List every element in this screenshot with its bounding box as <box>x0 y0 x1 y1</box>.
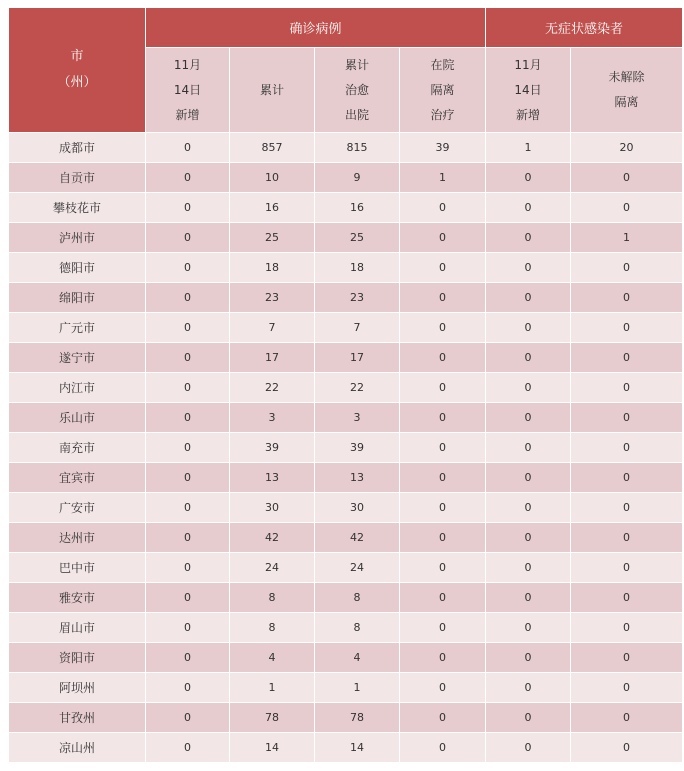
total-cases-cell: 1 <box>230 673 315 703</box>
cured-cell: 13 <box>315 463 400 493</box>
new-cases-cell: 0 <box>146 523 230 553</box>
city-cell: 绵阳市 <box>9 283 146 313</box>
asymptomatic-isolation-cell: 0 <box>571 583 683 613</box>
table-row <box>9 613 683 643</box>
asymptomatic-isolation-cell: 0 <box>571 733 683 763</box>
asymptomatic-new-cell: 0 <box>486 433 571 463</box>
cured-cell: 22 <box>315 373 400 403</box>
asymptomatic-new-cell: 0 <box>486 343 571 373</box>
city-cell: 巴中市 <box>9 553 146 583</box>
cured-cell: 815 <box>315 133 400 163</box>
header-line: 新增 <box>175 107 200 122</box>
asymptomatic-new-cell: 0 <box>486 583 571 613</box>
header-line: 治疗 <box>430 107 455 122</box>
asymptomatic-new-cell: 0 <box>486 163 571 193</box>
cured-cell: 39 <box>315 433 400 463</box>
hospitalized-cell: 0 <box>400 733 486 763</box>
city-cell: 攀枝花市 <box>9 193 146 223</box>
table-row <box>9 583 683 613</box>
header-line: 累计 <box>344 57 369 72</box>
cured-cell: 18 <box>315 253 400 283</box>
new-cases-cell: 0 <box>146 283 230 313</box>
new-cases-cell: 0 <box>146 673 230 703</box>
total-cases-cell: 4 <box>230 643 315 673</box>
cured-cell: 8 <box>315 613 400 643</box>
asymptomatic-isolation-cell: 0 <box>571 673 683 703</box>
table-row <box>9 133 683 163</box>
hospitalized-cell: 0 <box>400 283 486 313</box>
header-line: 14日 <box>514 82 542 97</box>
total-cases-cell: 14 <box>230 733 315 763</box>
asymptomatic-isolation-header <box>571 48 683 133</box>
asymptomatic-isolation-cell: 0 <box>571 343 683 373</box>
total-cases-cell: 857 <box>230 133 315 163</box>
covid-cases-table <box>8 7 683 763</box>
new-cases-cell: 0 <box>146 403 230 433</box>
confirmed-new-header <box>146 48 230 133</box>
total-cases-cell: 16 <box>230 193 315 223</box>
city-header-label: 市 <box>70 49 84 64</box>
asymptomatic-new-cell: 0 <box>486 283 571 313</box>
header-line: 隔离 <box>430 82 455 97</box>
cured-cell: 9 <box>315 163 400 193</box>
header-line: 隔离 <box>614 95 639 109</box>
confirmed-hospitalized-header <box>400 48 486 133</box>
city-cell: 广元市 <box>9 313 146 343</box>
new-cases-cell: 0 <box>146 733 230 763</box>
total-cases-cell: 8 <box>230 613 315 643</box>
hospitalized-cell: 0 <box>400 673 486 703</box>
city-cell: 遂宁市 <box>9 343 146 373</box>
city-cell: 成都市 <box>9 133 146 163</box>
table-row <box>9 493 683 523</box>
city-cell: 宜宾市 <box>9 463 146 493</box>
asymptomatic-isolation-cell: 0 <box>571 463 683 493</box>
new-cases-cell: 0 <box>146 433 230 463</box>
table-row <box>9 553 683 583</box>
total-cases-cell: 18 <box>230 253 315 283</box>
cured-cell: 8 <box>315 583 400 613</box>
header-line: 11月 <box>514 57 542 72</box>
asymptomatic-isolation-cell: 0 <box>571 553 683 583</box>
asymptomatic-isolation-cell: 1 <box>571 223 683 253</box>
total-cases-cell: 39 <box>230 433 315 463</box>
asymptomatic-new-cell: 0 <box>486 253 571 283</box>
total-cases-cell: 3 <box>230 403 315 433</box>
hospitalized-cell: 0 <box>400 313 486 343</box>
total-cases-cell: 22 <box>230 373 315 403</box>
new-cases-cell: 0 <box>146 463 230 493</box>
header-line: 未解除 <box>608 70 645 84</box>
cured-cell: 78 <box>315 703 400 733</box>
total-cases-cell: 24 <box>230 553 315 583</box>
cured-cell: 30 <box>315 493 400 523</box>
new-cases-cell: 0 <box>146 583 230 613</box>
asymptomatic-new-cell: 0 <box>486 523 571 553</box>
header-line: 累计 <box>259 82 284 97</box>
city-column-header <box>9 8 146 133</box>
confirmed-total-header <box>230 48 315 133</box>
asymptomatic-new-cell: 0 <box>486 313 571 343</box>
city-cell: 南充市 <box>9 433 146 463</box>
new-cases-cell: 0 <box>146 253 230 283</box>
city-cell: 眉山市 <box>9 613 146 643</box>
asymptomatic-new-cell: 0 <box>486 373 571 403</box>
asymptomatic-new-cell: 0 <box>486 193 571 223</box>
asymptomatic-new-header <box>486 48 571 133</box>
new-cases-cell: 0 <box>146 553 230 583</box>
hospitalized-cell: 0 <box>400 373 486 403</box>
table-row <box>9 193 683 223</box>
city-cell: 广安市 <box>9 493 146 523</box>
table-row <box>9 703 683 733</box>
asymptomatic-group-header: 无症状感染者 <box>486 8 683 48</box>
hospitalized-cell: 0 <box>400 223 486 253</box>
asymptomatic-isolation-cell: 0 <box>571 493 683 523</box>
table-body <box>9 133 683 763</box>
hospitalized-cell: 0 <box>400 523 486 553</box>
total-cases-cell: 17 <box>230 343 315 373</box>
header-line: 11月 <box>173 57 202 72</box>
hospitalized-cell: 0 <box>400 703 486 733</box>
new-cases-cell: 0 <box>146 223 230 253</box>
city-cell: 达州市 <box>9 523 146 553</box>
hospitalized-cell: 0 <box>400 253 486 283</box>
new-cases-cell: 0 <box>146 613 230 643</box>
new-cases-cell: 0 <box>146 193 230 223</box>
city-cell: 自贡市 <box>9 163 146 193</box>
city-cell: 资阳市 <box>9 643 146 673</box>
table-row <box>9 223 683 253</box>
asymptomatic-isolation-cell: 0 <box>571 283 683 313</box>
table-row <box>9 463 683 493</box>
table-row <box>9 163 683 193</box>
asymptomatic-new-cell: 0 <box>486 403 571 433</box>
table-row <box>9 373 683 403</box>
asymptomatic-isolation-cell: 0 <box>571 643 683 673</box>
hospitalized-cell: 0 <box>400 463 486 493</box>
new-cases-cell: 0 <box>146 313 230 343</box>
cured-cell: 25 <box>315 223 400 253</box>
total-cases-cell: 30 <box>230 493 315 523</box>
table-row <box>9 733 683 763</box>
table-row <box>9 403 683 433</box>
total-cases-cell: 23 <box>230 283 315 313</box>
cured-cell: 1 <box>315 673 400 703</box>
table-row <box>9 673 683 703</box>
asymptomatic-isolation-cell: 0 <box>571 703 683 733</box>
city-cell: 泸州市 <box>9 223 146 253</box>
new-cases-cell: 0 <box>146 373 230 403</box>
hospitalized-cell: 0 <box>400 643 486 673</box>
hospitalized-cell: 0 <box>400 613 486 643</box>
hospitalized-cell: 0 <box>400 583 486 613</box>
asymptomatic-new-cell: 0 <box>486 733 571 763</box>
header-line: 新增 <box>515 107 540 122</box>
confirmed-group-header: 确诊病例 <box>146 8 486 48</box>
asymptomatic-new-cell: 0 <box>486 493 571 523</box>
asymptomatic-new-cell: 0 <box>486 673 571 703</box>
cured-cell: 24 <box>315 553 400 583</box>
hospitalized-cell: 0 <box>400 193 486 223</box>
table-row <box>9 253 683 283</box>
hospitalized-cell: 1 <box>400 163 486 193</box>
cured-cell: 42 <box>315 523 400 553</box>
cured-cell: 17 <box>315 343 400 373</box>
new-cases-cell: 0 <box>146 493 230 523</box>
city-cell: 雅安市 <box>9 583 146 613</box>
asymptomatic-isolation-cell: 20 <box>571 133 683 163</box>
asymptomatic-new-cell: 0 <box>486 613 571 643</box>
cured-cell: 7 <box>315 313 400 343</box>
total-cases-cell: 13 <box>230 463 315 493</box>
table-row <box>9 523 683 553</box>
table-row <box>9 343 683 373</box>
total-cases-cell: 42 <box>230 523 315 553</box>
new-cases-cell: 0 <box>146 163 230 193</box>
city-cell: 凉山州 <box>9 733 146 763</box>
city-cell: 阿坝州 <box>9 673 146 703</box>
header-line: 出院 <box>344 107 369 122</box>
table-row <box>9 433 683 463</box>
cured-cell: 14 <box>315 733 400 763</box>
city-cell: 德阳市 <box>9 253 146 283</box>
asymptomatic-new-cell: 0 <box>486 553 571 583</box>
new-cases-cell: 0 <box>146 133 230 163</box>
total-cases-cell: 78 <box>230 703 315 733</box>
cured-cell: 3 <box>315 403 400 433</box>
total-cases-cell: 8 <box>230 583 315 613</box>
new-cases-cell: 0 <box>146 343 230 373</box>
cured-cell: 23 <box>315 283 400 313</box>
asymptomatic-isolation-cell: 0 <box>571 313 683 343</box>
table-row <box>9 313 683 343</box>
asymptomatic-new-cell: 0 <box>486 703 571 733</box>
hospitalized-cell: 0 <box>400 553 486 583</box>
table-row <box>9 283 683 313</box>
hospitalized-cell: 0 <box>400 433 486 463</box>
asymptomatic-new-cell: 0 <box>486 463 571 493</box>
total-cases-cell: 10 <box>230 163 315 193</box>
asymptomatic-isolation-cell: 0 <box>571 373 683 403</box>
header-line: 治愈 <box>344 82 369 97</box>
total-cases-cell: 7 <box>230 313 315 343</box>
asymptomatic-new-cell: 0 <box>486 223 571 253</box>
header-line: 14日 <box>173 82 202 97</box>
city-cell: 内江市 <box>9 373 146 403</box>
table-row <box>9 643 683 673</box>
asymptomatic-new-cell: 1 <box>486 133 571 163</box>
asymptomatic-new-cell: 0 <box>486 643 571 673</box>
new-cases-cell: 0 <box>146 703 230 733</box>
asymptomatic-isolation-cell: 0 <box>571 613 683 643</box>
asymptomatic-isolation-cell: 0 <box>571 253 683 283</box>
asymptomatic-isolation-cell: 0 <box>571 193 683 223</box>
city-cell: 乐山市 <box>9 403 146 433</box>
asymptomatic-isolation-cell: 0 <box>571 163 683 193</box>
asymptomatic-isolation-cell: 0 <box>571 403 683 433</box>
cured-cell: 16 <box>315 193 400 223</box>
header-line: 在院 <box>430 57 455 72</box>
asymptomatic-isolation-cell: 0 <box>571 523 683 553</box>
asymptomatic-isolation-cell: 0 <box>571 433 683 463</box>
hospitalized-cell: 39 <box>400 133 486 163</box>
cured-cell: 4 <box>315 643 400 673</box>
hospitalized-cell: 0 <box>400 343 486 373</box>
new-cases-cell: 0 <box>146 643 230 673</box>
city-header-sublabel: （州） <box>57 75 97 90</box>
city-cell: 甘孜州 <box>9 703 146 733</box>
hospitalized-cell: 0 <box>400 403 486 433</box>
confirmed-cured-header <box>315 48 400 133</box>
hospitalized-cell: 0 <box>400 493 486 523</box>
total-cases-cell: 25 <box>230 223 315 253</box>
